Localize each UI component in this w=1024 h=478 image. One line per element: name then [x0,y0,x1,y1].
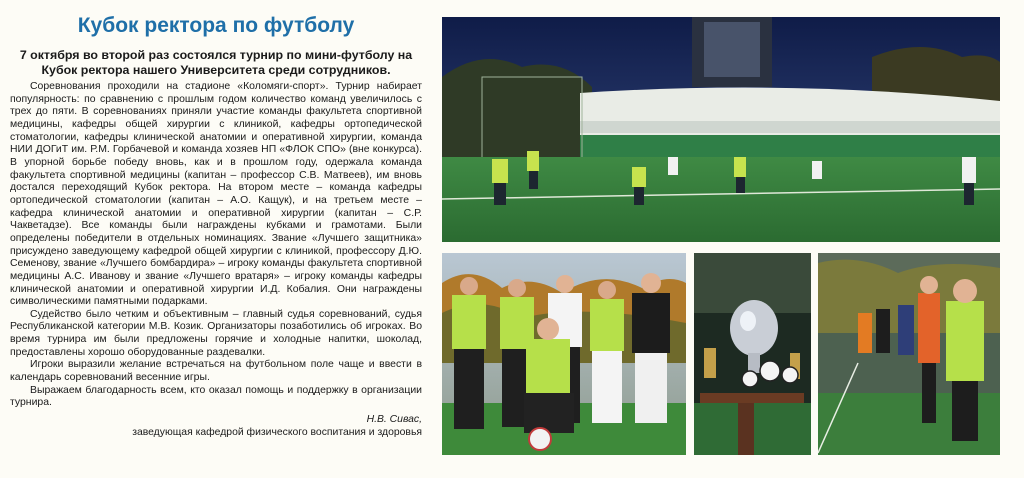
signature-position: заведующая кафедрой физического воспитания и здоровья [132,427,422,439]
article-paragraph: Судейство было четким и объективным – главный судья соревнований, судья Республиканской категории М.В. Козик. Организаторы позаботились об игроках. Во время турнира им были предложены горячие и холодные напитки, шоколад, предоставлены хорошо оборудованные раздевалки. [10,308,422,358]
article-paragraph: Игроки выразили желание встречаться на футбольном поле чаще и ввести в календарь соревнований весенние игры. [10,359,422,384]
article-paragraph: Соревнования проходили на стадионе «Коломяги-спорт». Турнир набирает популярность: по сравнению с прошлым годом количество команд увеличилось с трех до пяти. В соревнованиях приняли участие команды факультета спортивной медицины, кафедры общей хирургии с клиникой, кафедры ортопедической стоматологии, кафедры клинической анатомии и оперативной хирургии, команда НИИ ДОГиТ им. Р.М. Горбачевой и команда хозяев НП «ФЛОК СПО» (вне конкурса). В упорной борьбе победу вновь, как и в прошлом году, одержала команда факультета спортивной медицины (капитан – профессор С.В. Матвеев), им вновь достался переходящий Кубок ректора. На втором месте – команда кафедры ортопедической стоматологии (капитан – А.О. Кащук), и на третьем месте – кафедра клинической анатомии и оперативной хирургии (капитан – С.Р. Чакветадзе). Все команды были награждены кубками и грамотами. Были определены победители в отдельных номинациях. Звание «Лучшего защитника» присуждено заведующему кафедрой общей хирургии с клиникой, профессору Д.Ю. Семенову, звание «Лучшего бомбардира» – игроку команды факультета спортивной медицины А.С. Иванову и звание «Лучшего вратаря» – игроку команды кафедры клинической анатомии и оперативной хирургии И.Д. Кобалия. Они награждены символическими памятными подарками. [10,81,422,308]
signature-name: Н.В. Сивас, [366,414,422,426]
photo-night-match [442,17,1000,242]
article-lead: 7 октября во второй раз состоялся турнир по мини-футболу на Кубок ректора нашего Университета среди сотрудников. [19,48,413,77]
photo-spectators [818,253,1000,455]
photo-trophies [694,253,811,455]
article-paragraph: Выражаем благодарность всем, кто оказал помощь и поддержку в организации турнира. [10,384,422,409]
photo-team-group [442,253,686,455]
article [10,14,422,472]
article-title: Кубок ректора по футболу [77,14,355,37]
